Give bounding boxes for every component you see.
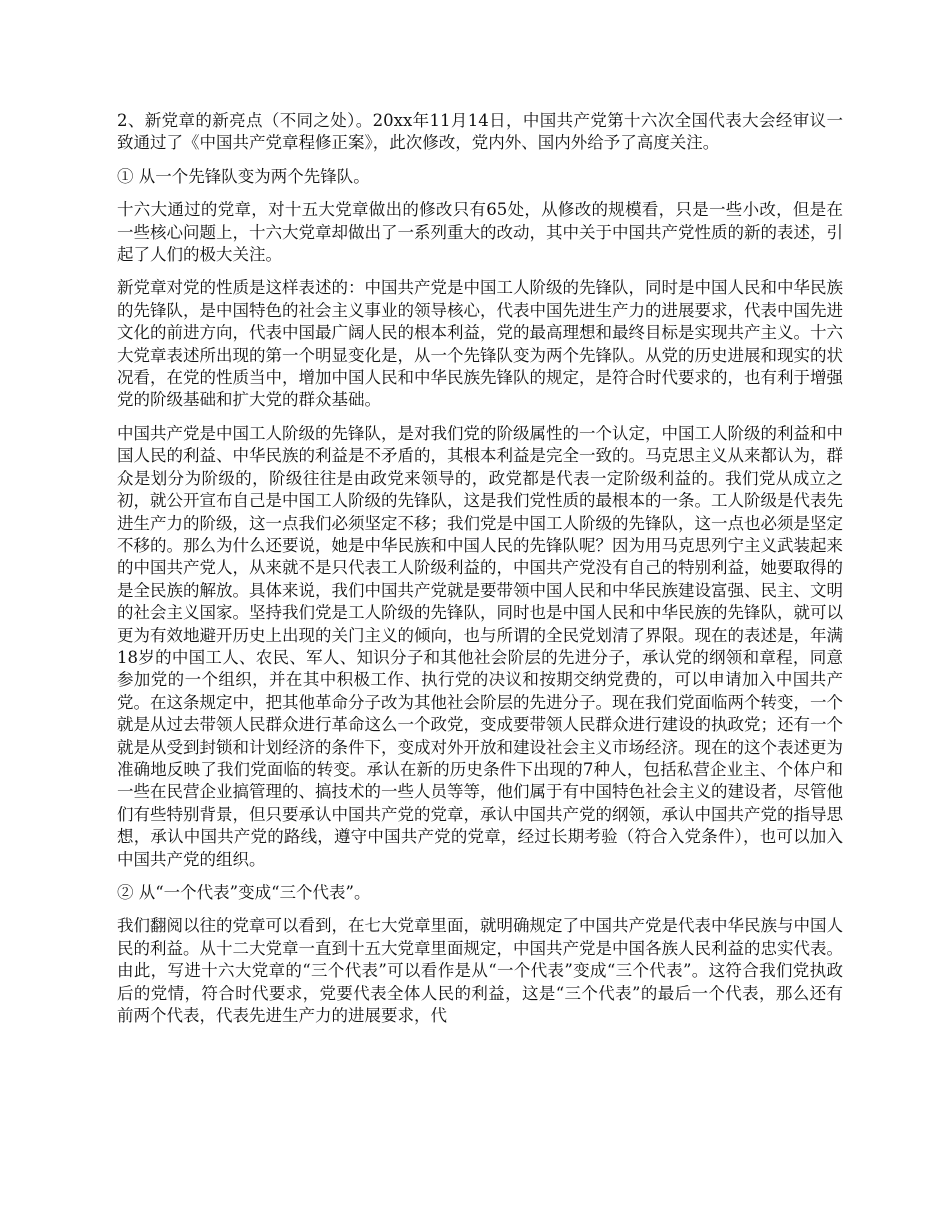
section-heading-1: ① 从一个先锋队变为两个先锋队。 bbox=[117, 166, 370, 186]
paragraph-vanguard: 中国共产党是中国工人阶级的先锋队，是对我们党的阶级属性的一个认定，中国工人阶级的利益和中国人民的利益、中华民族的利益是不矛盾的，其根本利益是完全一致的。马克思主义从来都认为，群众是划分为阶级的，阶级往往是由政党来领导的，政党都是代表一定阶级利益的。我们党从成立之初，就公开宣布自己是中国工人阶级的先锋队，这是我们党性质的最根本的一条。工人阶级是代表先进生产力的阶级，这一点我们必须坚定不移；我们党是中国工人阶级的先锋队，这一点也必须是坚定不移的。那么为什么还要说，她是中华民族和中国人民的先锋队呢？因为用马克思列宁主义武装起来的中国共产党人，从来就不是只代表工人阶级利益的，中国共产党没有自己的特别利益，她要取得的是全民族的解放。具体来说，我们中国共产党就是要带领中国人民和中华民族建设富强、民主、文明的社会主义国家。坚持我们党是工人阶级的先锋队，同时也是中国人民和中华民族的先锋队，就可以更为有效地避开历史上出现的关门主义的倾向，也与所谓的全民党划清了界限。现在的表述是，年满18岁的中国工人、农民、军人、知识分子和其他社会阶层的先进分子，承认党的纲领和章程，同意参加党的一个组织，并在其中积极工作、执行党的决议和按期交纳党费的，可以申请加入中国共产党。在这条规定中，把其他革命分子改为其他社会阶层的先进分子。现在我们党面临两个转变，一个就是从过去带领人民群众进行革命这么一个政党，变成要带领人民群众进行建设的执政党；还有一个就是从受到封锁和计划经济的条件下，变成对外开放和建设社会主义市场经济。现在的这个表述更为准确地反映了我们党面临的转变。承认在新的历史条件下出现的7种人，包括私营企业主、个体户和一些在民营企业搞管理的、搞技术的一些人员等等，他们属于有中国特色社会主义的建设者，尽管他们有些特别背景，但只要承认中国共产党的党章，承认中国共产党的纲领，承认中国共产党的指导思想，承认中国共产党的路线，遵守中国共产党的党章，经过长期考验（符合入党条件），也可以加入中国共产党的组织。 bbox=[117, 423, 843, 869]
document-page bbox=[117, 110, 843, 1038]
paragraph-party-nature: 新党章对党的性质是这样表述的：中国共产党是中国工人阶级的先锋队，同时是中国人民和中华民族的先锋队，是中国特色的社会主义事业的领导核心，代表中国先进生产力的进展要求，代表中国先进文化的前进方向，代表中国最广阔人民的根本利益，党的最高理想和最终目标是实现共产主义。十六大党章表述所出现的第一个明显变化是，从一个先锋队变为两个先锋队。从党的历史进展和现实的状况看，在党的性质当中，增加中国人民和中华民族先锋队的规定，是符合时代要求的，也有利于增强党的阶级基础和扩大党的群众基础。 bbox=[117, 278, 843, 410]
paragraph-amendments: 十六大通过的党章，对十五大党章做出的修改只有65处，从修改的规模看，只是一些小改，但是在一些核心问题上，十六大党章却做出了一系列重大的改动，其中关于中国共产党性质的新的表述，引起了人们的极大关注。 bbox=[117, 200, 843, 265]
section-heading-2: ② 从“一个代表”变成“三个代表”。 bbox=[117, 883, 371, 902]
paragraph-intro: 2、新党章的新亮点（不同之处）。20xx年11月14日，中国共产党第十六次全国代表大会经审议一致通过了《中国共产党章程修正案》，此次修改，党内外、国内外给予了高度关注。 bbox=[117, 111, 843, 153]
paragraph-three-represents: 我们翻阅以往的党章可以看到，在七大党章里面，就明确规定了中国共产党是代表中华民族与中国人民的利益。从十二大党章一直到十五大党章里面规定，中国共产党是中国各族人民利益的忠实代表。由此，写进十六大党章的“三个代表”可以看作是从“一个代表”变成“三个代表”。这符合我们党执政后的党情，符合时代要求，党要代表全体人民的利益，这是“三个代表”的最后一个代表，那么还有前两个代表，代表先进生产力的进展要求，代 bbox=[117, 916, 843, 1026]
